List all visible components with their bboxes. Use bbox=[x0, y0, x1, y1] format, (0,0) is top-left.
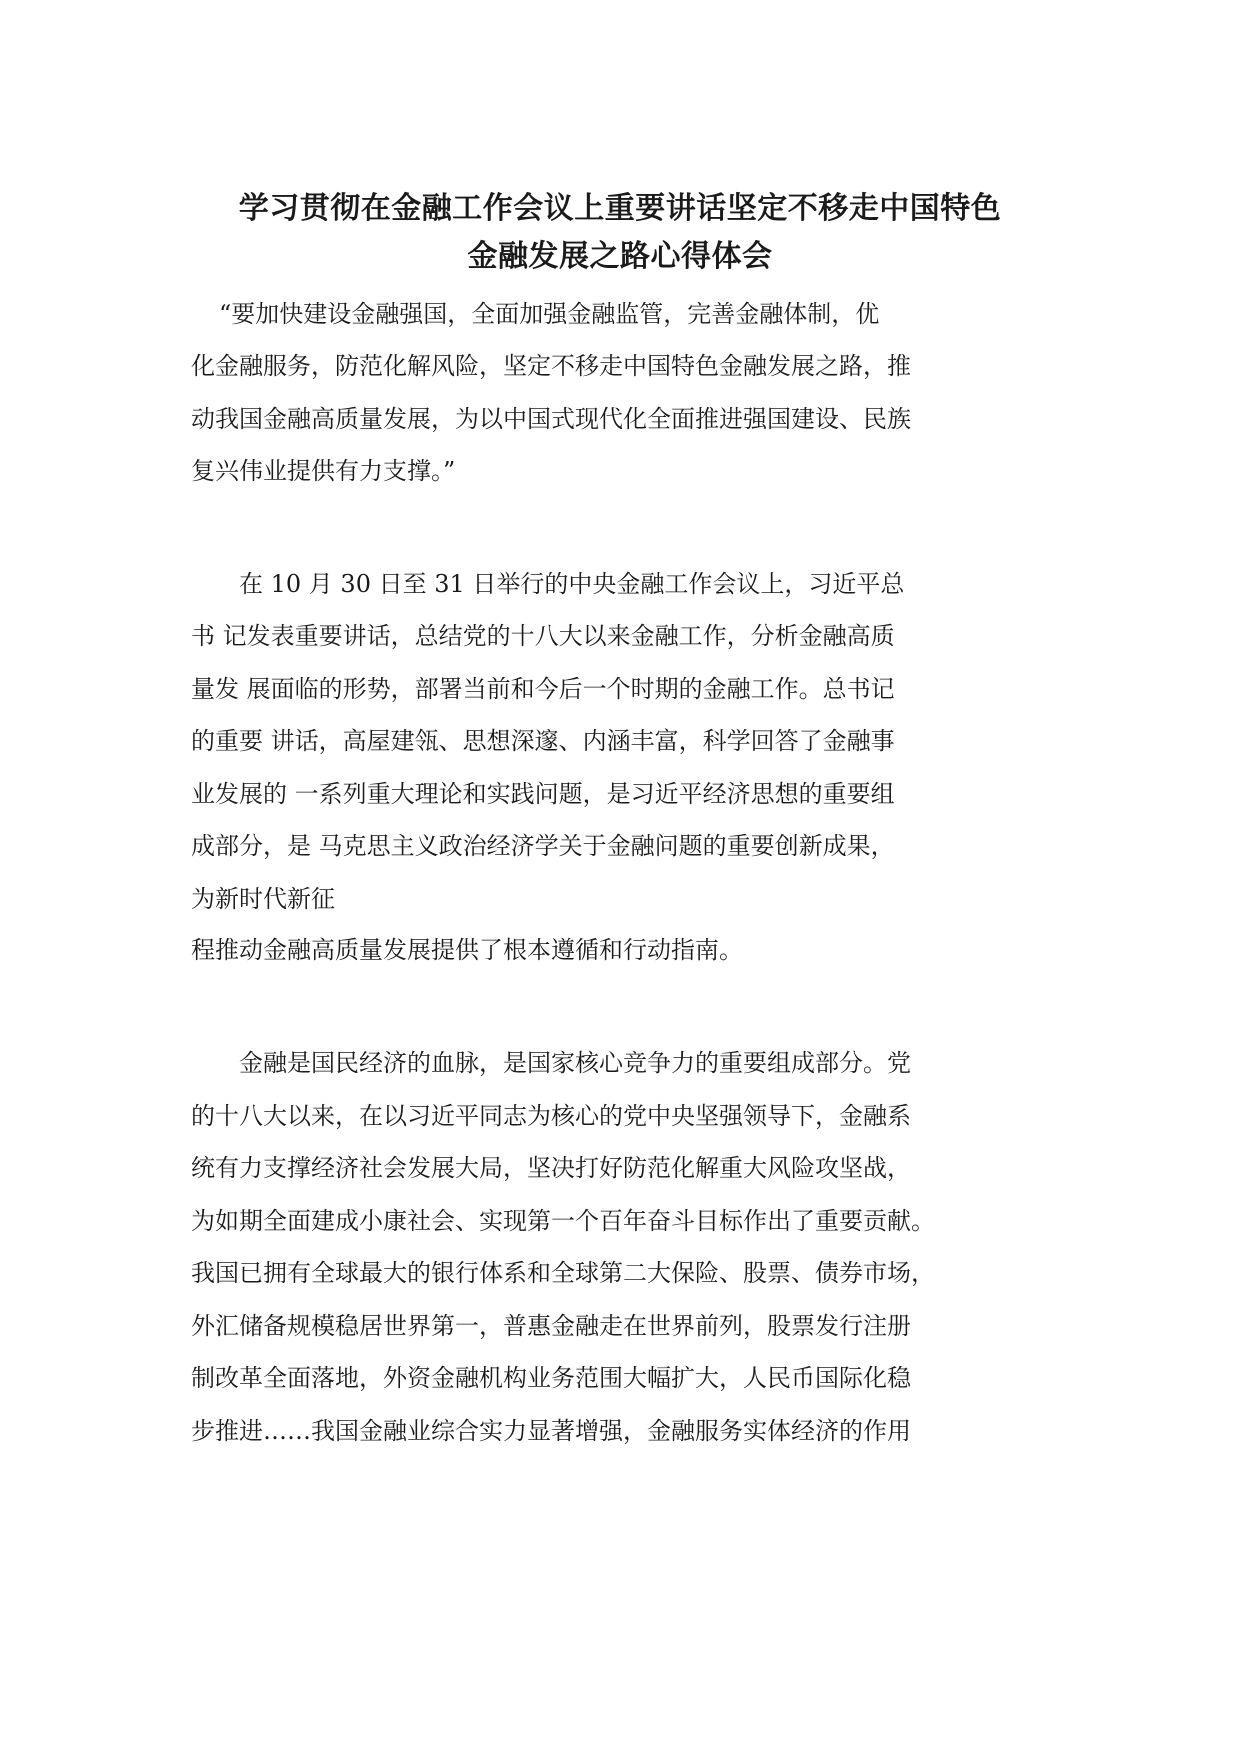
paragraph-2-line-6: 成部分，是 马克思主义政治经济学关于金融问题的重要创新成果， bbox=[191, 832, 895, 860]
paragraph-2-line-3: 量发 展面临的形势，部署当前和今后一个时期的金融工作。总书记 bbox=[191, 675, 895, 703]
paragraph-1-line-2: 化金融服务，防范化解风险，坚定不移走中国特色金融发展之路，推 bbox=[191, 352, 911, 380]
paragraph-3-line-5: 我国已拥有全球最大的银行体系和全球第二大保险、股票、债券市场， bbox=[191, 1259, 935, 1287]
paragraph-1-line-3: 动我国金融高质量发展，为以中国式现代化全面推进强国建设、民族 bbox=[191, 405, 911, 433]
paragraph-3-line-7: 制改革全面落地，外资金融机构业务范围大幅扩大，人民币国际化稳 bbox=[191, 1364, 911, 1392]
paragraph-2-line-7: 为新时代新征 bbox=[191, 885, 335, 913]
paragraph-3-line-2: 的十八大以来，在以习近平同志为核心的党中央坚强领导下，金融系 bbox=[191, 1102, 911, 1130]
paragraph-1-line-1: “要加快建设金融强国，全面加强金融监管，完善金融体制，优 bbox=[219, 300, 880, 328]
paragraph-2-line-4: 的重要 讲话，高屋建瓴、思想深邃、内涵丰富，科学回答了金融事 bbox=[191, 727, 895, 755]
paragraph-2-line-2: 书 记发表重要讲话，总结党的十八大以来金融工作，分析金融高质 bbox=[191, 622, 895, 650]
page-title-line-2: 金融发展之路心得体会 bbox=[467, 239, 773, 274]
page-title-line-1: 学习贯彻在金融工作会议上重要讲话坚定不移走中国特色 bbox=[238, 191, 1002, 226]
paragraph-3-line-1: 金融是国民经济的血脉，是国家核心竞争力的重要组成部分。党 bbox=[239, 1049, 911, 1077]
paragraph-3-line-3: 统有力支撑经济社会发展大局，坚决打好防范化解重大风险攻坚战， bbox=[191, 1154, 911, 1182]
paragraph-1-line-4: 复兴伟业提供有力支撑。” bbox=[191, 457, 456, 485]
paragraph-2-line-1: 在 10 月 30 日至 31 日举行的中央金融工作会议上，习近平总 bbox=[239, 570, 905, 598]
paragraph-2-line-5: 业发展的 一系列重大理论和实践问题，是习近平经济思想的重要组 bbox=[191, 780, 895, 808]
paragraph-2-line-8: 程推动金融高质量发展提供了根本遵循和行动指南。 bbox=[191, 936, 743, 964]
paragraph-3-line-6: 外汇储备规模稳居世界第一，普惠金融走在世界前列，股票发行注册 bbox=[191, 1312, 911, 1340]
paragraph-3-line-8: 步推进……我国金融业综合实力显著增强，金融服务实体经济的作用 bbox=[191, 1417, 911, 1445]
paragraph-3-line-4: 为如期全面建成小康社会、实现第一个百年奋斗目标作出了重要贡献。 bbox=[191, 1207, 935, 1235]
